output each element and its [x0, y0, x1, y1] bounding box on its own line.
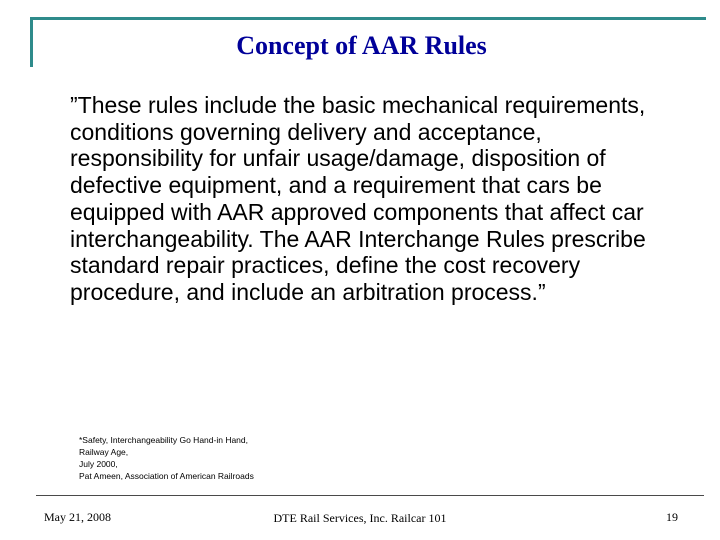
quote-body: ”These rules include the basic mechanical requirements, conditions governing delivery and acceptance, responsibility for unfair usage/damage, disposition of defective equipment, and a requirement that cars be equipped with AAR approved components that affect car interchangeability. The AAR Interchange Rules prescribe standard repair practices, define the cost recovery procedure, and include an arbitration process.” [70, 92, 646, 305]
title-accent-top-bar [30, 17, 706, 20]
citation-line-article: *Safety, Interchangeability Go Hand-in Hand, [79, 435, 248, 445]
citation-line-author: Pat Ameen, Association of American Railroads [79, 471, 254, 481]
slide-title: Concept of AAR Rules [236, 31, 487, 60]
footer-divider [36, 495, 704, 496]
footer-presentation-title: DTE Rail Services, Inc. Railcar 101 [273, 511, 447, 525]
citation-line-date: July 2000, [79, 459, 118, 469]
citation-line-publication: Railway Age, [79, 447, 129, 457]
footer-page-number: 19 [666, 510, 678, 524]
footer-date: May 21, 2008 [44, 510, 111, 524]
citation [79, 434, 379, 482]
